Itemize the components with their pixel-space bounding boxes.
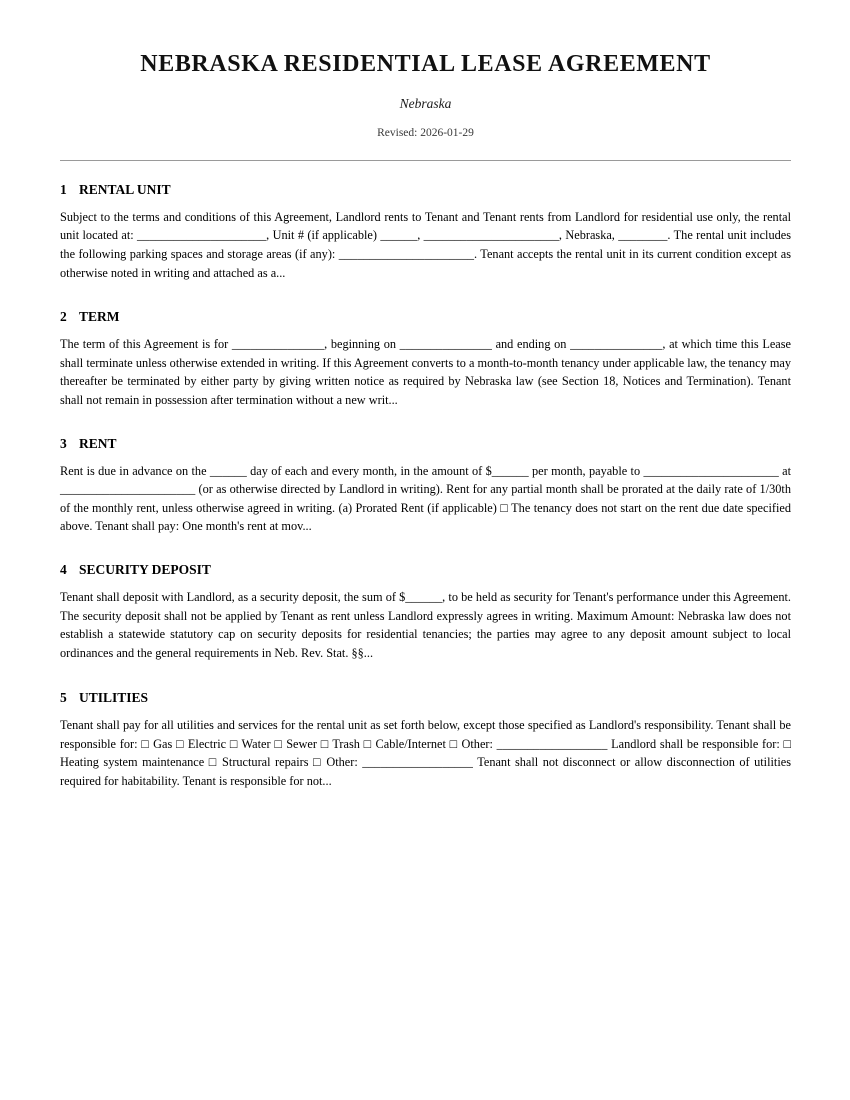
section-body-term: The term of this Agreement is for _______________, beginning on _______________ and ending on _______________, at which time this Lease shall terminate unless otherwise extended in writing. If this Agreement converts to a month-to-month tenancy under applicable law, the tenancy may thereafter be terminated by either party by giving written notice as required by Nebraska law (see Section 18, Notices and Termination). Tenant shall not remain in possession after termination without a new writ... <box>60 337 791 407</box>
section-term <box>60 302 791 409</box>
section-body-security-deposit: Tenant shall deposit with Landlord, as a security deposit, the sum of $______, to be held as security for Tenant's performance under this Agreement. The security deposit shall not be applied by Tenant as rent unless Landlord expressly agrees in writing. Maximum Amount: Nebraska law does not establish a statewide statutory cap on security deposits for residential tenancies; the parties may agree to any deposit amount subject to local ordinances and the general requirements in Neb. Rev. Stat. §§... <box>60 589 791 660</box>
section-body-rental-unit: Subject to the terms and conditions of this Agreement, Landlord rents to Tenant and Tenant rents from Landlord for residential use only, the rental unit located at: _____________________, Unit # (if applicable) ______, ______________________, Nebraska, ________. The rental unit includes the following parking spaces and storage areas (if any): ______________________. Tenant accepts the rental unit in its current condition except as otherwise noted in writing and attached as a... <box>60 209 791 280</box>
section-number: 3 <box>60 435 67 451</box>
section-title: UTILITIES <box>79 690 149 706</box>
section-title: RENT <box>79 435 117 451</box>
header-divider <box>60 160 791 161</box>
section-number: 1 <box>60 181 67 197</box>
section-utilities <box>60 683 791 790</box>
section-number: 4 <box>60 561 67 577</box>
section-title: TERM <box>79 309 120 325</box>
section-number: 5 <box>60 690 67 706</box>
section-rental-unit <box>60 175 791 282</box>
section-rent <box>60 429 791 536</box>
document-subtitle: Nebraska <box>399 95 452 111</box>
section-body-rent: Rent is due in advance on the ______ day of each and every month, in the amount of $______ per month, payable to ______________________ at ______________________ (or as otherwise directed by Landlord in writing). Rent for any partial month shall be prorated at the daily rate of 1/30th of the monthly rent, unless otherwise agreed in writing. (a) Prorated Rent (if applicable) □ The tenancy does not start on the rent due date specified above. Tenant shall pay: One month's rent at mov... <box>60 463 791 534</box>
document-title: NEBRASKA RESIDENTIAL LEASE AGREEMENT <box>140 51 711 77</box>
section-title: SECURITY DEPOSIT <box>79 561 211 577</box>
section-security-deposit <box>60 555 791 662</box>
section-heading-utilities <box>60 683 791 706</box>
document-revised-date: Revised: 2026-01-29 <box>377 126 474 139</box>
section-body-utilities: Tenant shall pay for all utilities and services for the rental unit as set forth below, except those specified as Landlord's responsibility. Tenant shall be responsible for: □ Gas □ Electric □ Water □ Sewer □ Trash □ Cable/Internet □ Other: __________________ Landlord shall be responsible for: □ Heating system maintenance □ Structural repairs □ Other: __________________ Tenant shall not disconnect or allow disconnection of utilities required for habitability. Tenant is responsible for not... <box>60 718 791 789</box>
section-heading-security-deposit <box>60 555 791 578</box>
section-heading-rent <box>60 429 791 452</box>
section-number: 2 <box>60 309 67 325</box>
document-content <box>60 0 791 791</box>
section-heading-rental-unit <box>60 175 791 198</box>
section-title: RENTAL UNIT <box>79 181 171 197</box>
section-heading-term <box>60 302 791 325</box>
